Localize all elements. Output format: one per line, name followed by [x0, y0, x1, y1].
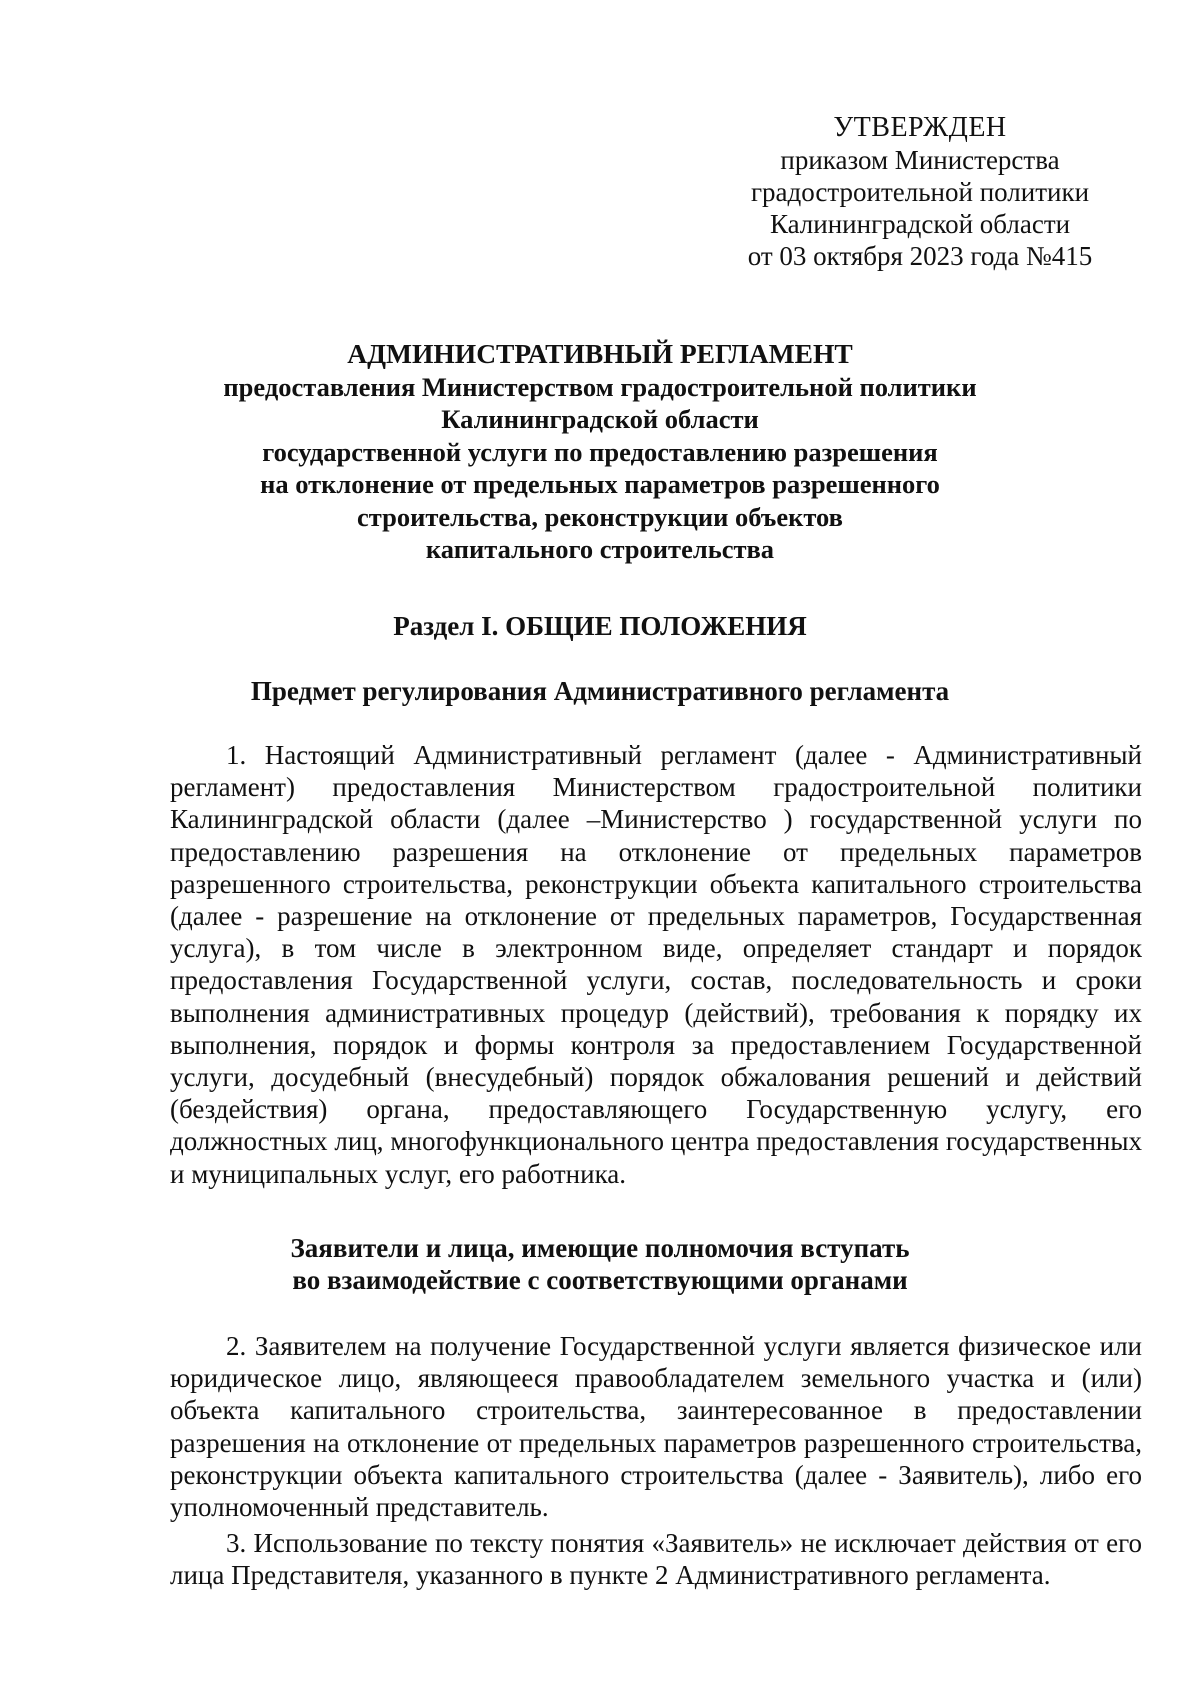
document-title-line: строительства, реконструкции объектов: [357, 501, 843, 532]
subsection-heading-applicants: [160, 1232, 1040, 1296]
document-title-line: государственной услуги по предоставлению разрешения: [262, 436, 938, 467]
document-title: [160, 338, 1040, 566]
document-title-line: на отклонение от предельных параметров разрешенного: [260, 469, 940, 499]
subsection-heading-subject: [160, 675, 1040, 707]
approval-date-line: от 03 октября 2023 года №415: [747, 241, 1093, 271]
subsection-heading-line: во взаимодействие с соответствующими органами: [292, 1265, 908, 1295]
document-title-line: Калининградской области: [441, 404, 759, 434]
subsection-heading-line: Заявители и лица, имеющие полномочия вступать: [290, 1233, 910, 1263]
document-title-line: капитального строительства: [425, 534, 775, 564]
approval-title: УТВЕРЖДЕН: [833, 112, 1007, 143]
approval-line: градостроительной политики: [750, 177, 1090, 207]
approval-line: Калининградской области: [769, 209, 1071, 239]
subsection-heading-line: Предмет регулирования Административного регламента: [250, 676, 950, 706]
document-title-main: АДМИНИСТРАТИВНЫЙ РЕГЛАМЕНТ: [347, 338, 853, 369]
paragraph-2: 2. Заявителем на получение Государственной услуги является физическое или юридическое лицо, являющееся правообладателем земельного участка и (или) объекта капитального строительства, заинтересованное в предоставлении разрешения на отклонение от предельных параметров разрешенного строительства, реконструкции объекта капитального строительства (далее - Заявитель), либо его уполномоченный представитель.: [170, 1331, 1142, 1523]
section-heading: Раздел I. ОБЩИЕ ПОЛОЖЕНИЯ: [393, 611, 807, 641]
approval-stamp: [730, 112, 1110, 272]
paragraph-3: 3. Использование по тексту понятия «Заявитель» не исключает действия от его лица Представителя, указанного в пункте 2 Административного регламента.: [170, 1528, 1142, 1591]
document-title-line: предоставления Министерством градостроительной политики: [223, 371, 977, 402]
paragraph-1: 1. Настоящий Административный регламент (далее - Административный регламент) предоставления Министерством градостроительной политики Калининградской области (далее –Министерство ) государственной услуги по предоставлению разрешения на отклонение от предельных параметров разрешенного строительства, реконструкции объекта капитального строительства (далее - разрешение на отклонение от предельных параметров, Государственная услуга), в том числе в электронном виде, определяет стандарт и порядок предоставления Государственной услуги, состав, последовательность и сроки выполнения административных процедур (действий), требования к порядку их выполнения, порядок и формы контроля за предоставлением Государственной услуги, досудебный (внесудебный) порядок обжалования решений и действий (бездействия) органа, предоставляющего Государственную услугу, его должностных лиц, многофункционального центра предоставления государственных и муниципальных услуг, его работника.: [170, 740, 1142, 1189]
approval-line: приказом Министерства: [780, 145, 1060, 175]
